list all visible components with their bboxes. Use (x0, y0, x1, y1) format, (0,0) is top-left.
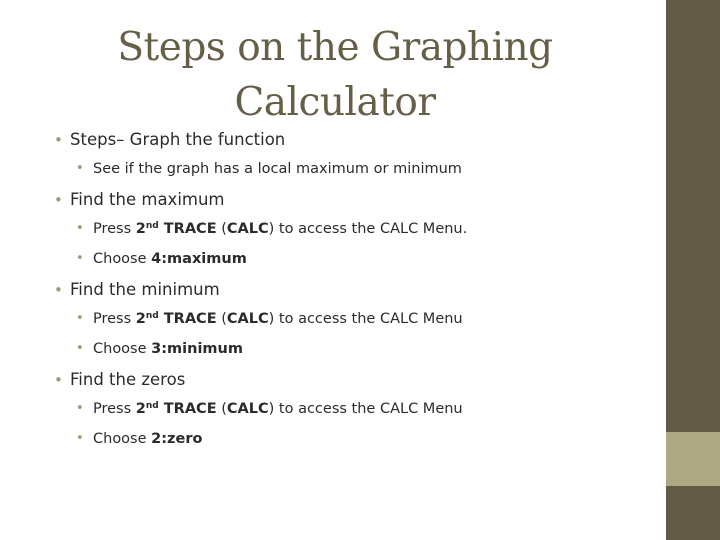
second-key: 2 (135, 401, 146, 417)
sub-bullet-press-max (52, 220, 642, 238)
menu-option: 2:zero (151, 431, 203, 447)
bullet-find-maximum (52, 190, 642, 210)
press-text: Press (93, 221, 136, 237)
paren-open: ( (216, 311, 227, 327)
bullet-dot-icon: • (76, 311, 84, 326)
second-key: 2 (135, 221, 146, 237)
bullet-dot-icon: • (76, 251, 84, 266)
sub-bullet-press-min (52, 310, 642, 328)
second-key-sup: nd (145, 311, 159, 321)
paren-open: ( (216, 401, 227, 417)
bullet-text: Find the zeros (70, 370, 186, 389)
choose-text: Choose (93, 431, 152, 447)
calc-key: CALC (226, 401, 269, 417)
bullet-dot-icon: • (54, 191, 63, 209)
bullet-dot-icon: • (54, 281, 63, 299)
sub-bullet-press-zero (52, 400, 642, 418)
second-key: 2 (135, 311, 146, 327)
slide-title: Steps on the Graphing Calculator (117, 25, 553, 125)
bullet-steps (52, 130, 642, 150)
bullet-dot-icon: • (54, 131, 63, 149)
press-text: Press (93, 311, 136, 327)
bullet-dot-icon: • (76, 221, 84, 236)
menu-option: 4:maximum (151, 251, 247, 267)
slide-body (52, 130, 642, 460)
sub-bullet-choose-zero (52, 430, 642, 448)
second-key-sup: nd (145, 221, 159, 231)
press-rest: ) to access the CALC Menu (268, 311, 463, 327)
menu-option: 3:minimum (151, 341, 243, 357)
trace-key: TRACE (158, 401, 217, 417)
choose-text: Choose (93, 251, 152, 267)
sidebar-accent-stripe (666, 432, 720, 486)
second-key-sup: nd (145, 401, 159, 411)
bullet-dot-icon: • (54, 371, 63, 389)
paren-open: ( (216, 221, 227, 237)
bullet-text: Steps– Graph the function (70, 130, 286, 149)
calc-key: CALC (226, 221, 269, 237)
sub-bullet-choose-min (52, 340, 642, 358)
bullet-dot-icon: • (76, 401, 84, 416)
bullet-text: Find the maximum (70, 190, 225, 209)
trace-key: TRACE (158, 311, 217, 327)
press-rest: ) to access the CALC Menu. (268, 221, 468, 237)
bullet-text: Find the minimum (70, 280, 220, 299)
bullet-dot-icon: • (76, 161, 84, 176)
sidebar-bar (666, 0, 720, 540)
choose-text: Choose (93, 341, 152, 357)
bullet-text: See if the graph has a local maximum or minimum (93, 161, 462, 177)
calc-key: CALC (226, 311, 269, 327)
bullet-dot-icon: • (76, 341, 84, 356)
trace-key: TRACE (158, 221, 217, 237)
sub-bullet-choose-max (52, 250, 642, 268)
bullet-find-zeros (52, 370, 642, 390)
bullet-find-minimum (52, 280, 642, 300)
press-text: Press (93, 401, 136, 417)
press-rest: ) to access the CALC Menu (268, 401, 463, 417)
sub-bullet-check-graph (52, 160, 642, 178)
bullet-dot-icon: • (76, 431, 84, 446)
